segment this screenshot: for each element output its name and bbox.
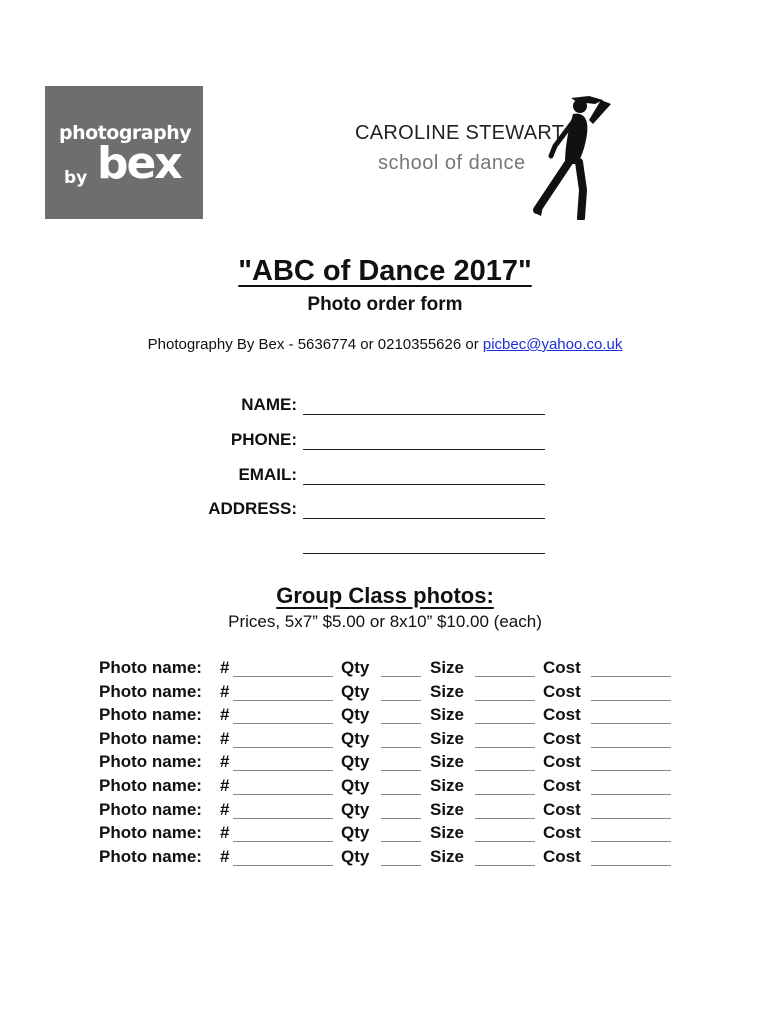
size-label: Size <box>430 705 465 725</box>
photo-number-hash: # <box>220 728 230 748</box>
size-label: Size <box>430 776 465 795</box>
photo-name-label: Photo name: <box>99 658 202 677</box>
cost-field[interactable] <box>591 818 671 819</box>
photo-number-hash: # <box>220 823 230 843</box>
photo-number-hash: # <box>220 658 230 677</box>
cost-label: Cost <box>543 846 581 866</box>
photo-number-field[interactable] <box>233 794 333 795</box>
photo-number-field[interactable] <box>233 770 333 771</box>
cost-field[interactable] <box>591 841 671 842</box>
photo-name-label: Photo name: <box>99 776 202 795</box>
photo-number-field[interactable] <box>233 747 333 748</box>
size-label: Size <box>430 799 465 819</box>
cost-field[interactable] <box>591 770 671 771</box>
qty-field[interactable] <box>381 700 421 701</box>
group-photos-heading: Group Class photos: <box>276 583 494 608</box>
name-field[interactable] <box>303 414 545 415</box>
qty-label: Qty <box>341 752 370 772</box>
size-label: Size <box>430 681 465 701</box>
cost-label: Cost <box>543 728 581 748</box>
school-of-dance-logo <box>355 94 615 222</box>
email-label: EMAIL: <box>238 465 297 484</box>
qty-label: Qty <box>341 776 370 795</box>
size-field[interactable] <box>475 818 535 819</box>
phone-field[interactable] <box>303 449 545 450</box>
size-label: Size <box>430 728 465 748</box>
school-logo-subtitle: school of dance <box>378 152 526 174</box>
size-field[interactable] <box>475 841 535 842</box>
qty-label: Qty <box>341 681 370 701</box>
cost-field[interactable] <box>591 865 671 866</box>
photo-number-field[interactable] <box>233 865 333 866</box>
photo-number-hash: # <box>220 776 230 795</box>
name-label: NAME: <box>241 395 297 414</box>
qty-field[interactable] <box>381 818 421 819</box>
qty-field[interactable] <box>381 841 421 842</box>
qty-field[interactable] <box>381 794 421 795</box>
photo-number-field[interactable] <box>233 723 333 724</box>
page-title: "ABC of Dance 2017" <box>238 255 532 287</box>
size-field[interactable] <box>475 865 535 866</box>
qty-label: Qty <box>341 823 370 843</box>
size-label: Size <box>430 658 465 677</box>
photo-number-hash: # <box>220 681 230 701</box>
size-field[interactable] <box>475 723 535 724</box>
qty-field[interactable] <box>381 723 421 724</box>
size-field[interactable] <box>475 700 535 701</box>
qty-field[interactable] <box>381 747 421 748</box>
photo-number-hash: # <box>220 752 230 772</box>
photography-by-bex-logo <box>45 86 203 219</box>
photo-name-label: Photo name: <box>99 705 202 725</box>
qty-label: Qty <box>341 728 370 748</box>
photo-name-label: Photo name: <box>99 799 202 819</box>
address-field[interactable] <box>303 518 545 519</box>
school-logo-name: CAROLINE STEWART <box>355 122 565 144</box>
prices-text: Prices, 5x7” $5.00 or 8x10” $10.00 (each) <box>228 612 542 631</box>
contact-text: Photography By Bex - 5636774 or 0210355626 or <box>147 336 483 353</box>
size-label: Size <box>430 752 465 772</box>
photo-name-label: Photo name: <box>99 823 202 843</box>
size-label: Size <box>430 846 465 866</box>
address-label: ADDRESS: <box>208 499 297 518</box>
cost-label: Cost <box>543 823 581 843</box>
logo-word-by: by <box>64 168 88 188</box>
photo-name-label: Photo name: <box>99 681 202 701</box>
size-field[interactable] <box>475 770 535 771</box>
cost-field[interactable] <box>591 700 671 701</box>
phone-label: PHONE: <box>230 430 297 449</box>
dancer-silhouette-icon <box>531 94 615 220</box>
cost-field[interactable] <box>591 723 671 724</box>
qty-field[interactable] <box>381 770 421 771</box>
photo-name-label: Photo name: <box>99 728 202 748</box>
contact-line <box>0 336 770 353</box>
cost-label: Cost <box>543 705 581 725</box>
photo-number-hash: # <box>220 799 230 819</box>
page-subtitle: Photo order form <box>307 294 463 315</box>
size-field[interactable] <box>475 676 535 677</box>
qty-label: Qty <box>341 846 370 866</box>
cost-label: Cost <box>543 776 581 795</box>
address-field-line-2[interactable] <box>303 553 545 554</box>
photo-number-field[interactable] <box>233 818 333 819</box>
cost-label: Cost <box>543 681 581 701</box>
photo-number-field[interactable] <box>233 700 333 701</box>
size-field[interactable] <box>475 794 535 795</box>
logo-word-photography: photography <box>59 122 192 144</box>
photo-number-field[interactable] <box>233 676 333 677</box>
photo-name-label: Photo name: <box>99 846 202 866</box>
cost-field[interactable] <box>591 794 671 795</box>
photo-number-field[interactable] <box>233 841 333 842</box>
qty-label: Qty <box>341 658 370 677</box>
qty-field[interactable] <box>381 676 421 677</box>
qty-label: Qty <box>341 705 370 725</box>
photo-name-label: Photo name: <box>99 752 202 772</box>
cost-label: Cost <box>543 658 581 677</box>
size-label: Size <box>430 823 465 843</box>
qty-field[interactable] <box>381 865 421 866</box>
qty-label: Qty <box>341 799 370 819</box>
cost-field[interactable] <box>591 747 671 748</box>
cost-field[interactable] <box>591 676 671 677</box>
size-field[interactable] <box>475 747 535 748</box>
email-field[interactable] <box>303 484 545 485</box>
cost-label: Cost <box>543 799 581 819</box>
cost-label: Cost <box>543 752 581 772</box>
contact-email-link[interactable]: picbec@yahoo.co.uk <box>482 336 623 353</box>
photo-number-hash: # <box>220 846 230 866</box>
photo-number-hash: # <box>220 705 230 725</box>
logo-word-bex: bex <box>97 138 181 189</box>
